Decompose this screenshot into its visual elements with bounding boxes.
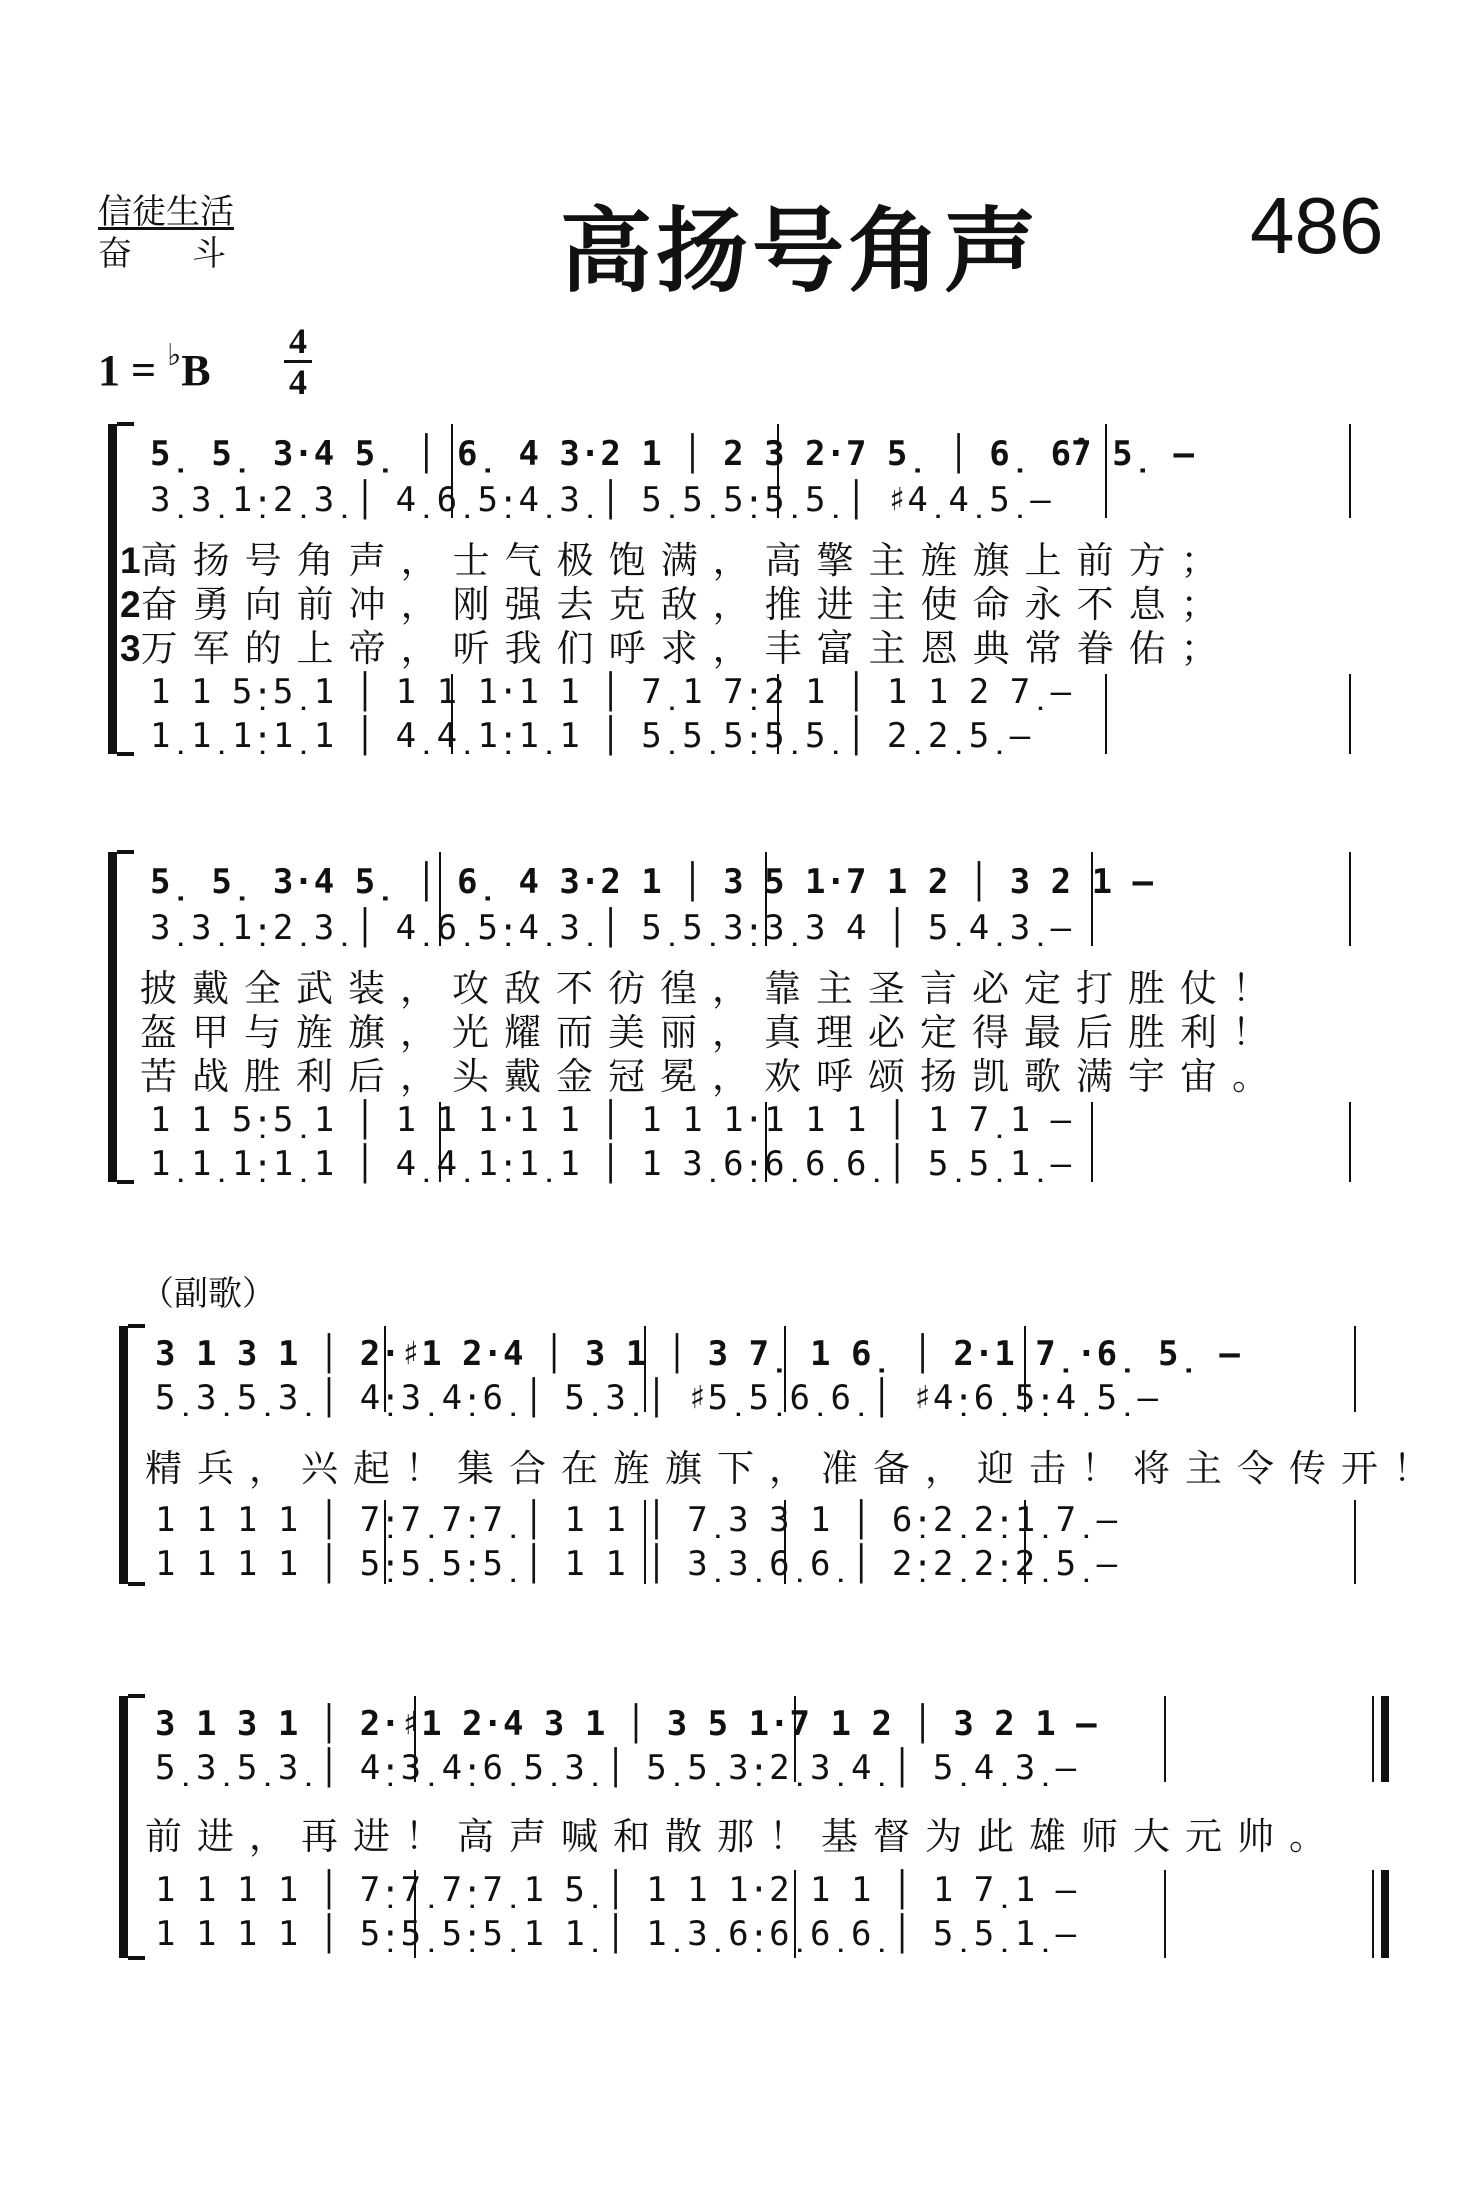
alto-line: 3̣ 3̣ 1̣·2̣ 3̣ │ 4̣ 6̣ 5̣·4̣ 3̣ │ 5̣ 5̣ 3̣·3̣ 3 4 │ 5̣ 4̣ 3̣ –	[150, 908, 1072, 948]
key-prefix: 1 =	[98, 346, 168, 395]
time-signature-top: 4	[289, 321, 307, 361]
tenor-line: 1 1 5̣·5̣ 1 │ 1 1 1·1 1 │ 7̣ 1 7̣·2 1 │ 1 1 2 7̣ –	[150, 672, 1072, 712]
alto-line: 5̣ 3̣ 5̣ 3̣ │ 4̣·3̣ 4̣·6̣ │ 5̣ 3̣ │ ♯5̣ 5̣ 6̣ 6̣ │ ♯4̣·6̣ 5̣·4̣ 5̣ –	[155, 1378, 1159, 1418]
flat-sign-icon: ♭	[167, 339, 182, 372]
soprano-line: 3 1 3 1 │ 2·♯1 2·4 3 1 │ 3 5 1·7 1 2 │ 3 2 1 –	[155, 1704, 1097, 1744]
lyric-verse-2: 2奋勇向前冲，刚强去克敌，推进主使命永不息；	[120, 583, 1233, 626]
bass-line: 1 1 1 1 │ 5̣·5̣ 5̣·5̣ 1 1̣ │ 1̣ 3̣ 6̣·6̣ 6̣ 6̣ │ 5̣ 5̣ 1̣ –	[155, 1914, 1077, 1954]
music-system-1	[100, 418, 1370, 768]
tenor-line: 1 1 5̣·5̣ 1 │ 1 1 1·1 1 │ 1 1 1·1 1 1 │ 1 7̣ 1 –	[150, 1100, 1072, 1140]
key-signature	[98, 338, 211, 396]
music-system-2	[100, 846, 1370, 1196]
hymn-number: 486	[1250, 181, 1384, 270]
soprano-line: 5̣ 5̣ 3·4 5̣ │ 6̣ 4 3·2 1 │ 3 5 1·7 1 2 │ 3 2 1 –	[150, 862, 1154, 902]
alto-line: 3̣ 3̣ 1̣·2̣ 3̣ │ 4̣ 6̣ 5̣·4̣ 3̣ │ 5̣ 5̣ 5̣·5̣ 5̣ │ ♯4̣ 4̣ 5̣ –	[150, 480, 1051, 520]
lyric-verse-2: 盔甲与旌旗，光耀而美丽，真理必定得最后胜利！	[140, 1011, 1284, 1054]
time-signature-bottom: 4	[289, 362, 307, 402]
music-system-4	[115, 1690, 1405, 1970]
tenor-line: 1 1 1 1 │ 7̣·7̣ 7̣·7̣ 1 5̣ │ 1 1 1·2 1 1 │ 1 7̣ 1 –	[155, 1870, 1077, 1910]
lyric-verse-1: 披戴全武装，攻敌不彷徨，靠主圣言必定打胜仗！	[140, 967, 1284, 1010]
bass-line: 1̣ 1̣ 1̣·1̣ 1 │ 4̣ 4̣ 1̣·1̣ 1 │ 5̣ 5̣ 5̣·5̣ 5̣ │ 2̣ 2̣ 5̣ –	[150, 716, 1031, 756]
lyric-chorus: 前进，再进！高声喊和散那！基督为此雄师大元帅。	[145, 1815, 1341, 1858]
music-system-3	[115, 1320, 1445, 1600]
lyric-verse-3: 3万军的上帝，听我们呼求，丰富主恩典常眷佑；	[120, 627, 1233, 670]
key-note: B	[181, 346, 211, 395]
chorus-label: （副歌）	[140, 1274, 276, 1314]
tenor-line: 1 1 1 1 │ 7̣·7̣ 7̣·7̣ │ 1 1 │ 7̣ 3 3 1 │ 6̣·2̣ 2̣·1̣ 7̣ –	[155, 1500, 1118, 1540]
subcategory-label: 奋斗	[98, 234, 286, 274]
hymn-title: 高扬号角声	[560, 198, 1041, 305]
lyric-chorus: 精兵，兴起！集合在旌旗下，准备，迎击！将主令传开！	[145, 1447, 1445, 1490]
lyric-verse-1: 1高扬号角声，士气极饱满，高擎主旌旗上前方；	[120, 539, 1233, 582]
bass-line: 1̣ 1̣ 1̣·1̣ 1 │ 4̣ 4̣ 1̣·1̣ 1 │ 1 3̣ 6̣·6̣ 6̣ 6̣ │ 5̣ 5̣ 1̣ –	[150, 1144, 1072, 1184]
category-label: 信徒生活	[98, 192, 234, 232]
lyric-verse-3: 苦战胜利后，头戴金冠冕，欢呼颂扬凯歌满宇宙。	[140, 1055, 1284, 1098]
bass-line: 1 1 1 1 │ 5̣·5̣ 5̣·5̣ │ 1 1 │ 3̣ 3̣ 6̣ 6̣ │ 2̣·2̣ 2̣·2̣ 5̣ –	[155, 1544, 1118, 1584]
alto-line: 5̣ 3̣ 5̣ 3̣ │ 4̣·3̣ 4̣·6̣ 5̣ 3̣ │ 5̣ 5̣ 3̣·2̣ 3̣ 4̣ │ 5̣ 4̣ 3̣ –	[155, 1748, 1077, 1788]
time-signature	[278, 322, 318, 401]
soprano-line: 5̣ 5̣ 3·4 5̣ │ 6̣ 4 3·2 1 │ 2 3 2·7 5̣ │ 6̣ 6̂7 5̣ –	[150, 434, 1194, 474]
soprano-line: 3 1 3 1 │ 2·♯1 2·4 │ 3 1 │ 3 7̣ 1 6̣ │ 2·1 7̣·6̣ 5̣ –	[155, 1334, 1240, 1374]
